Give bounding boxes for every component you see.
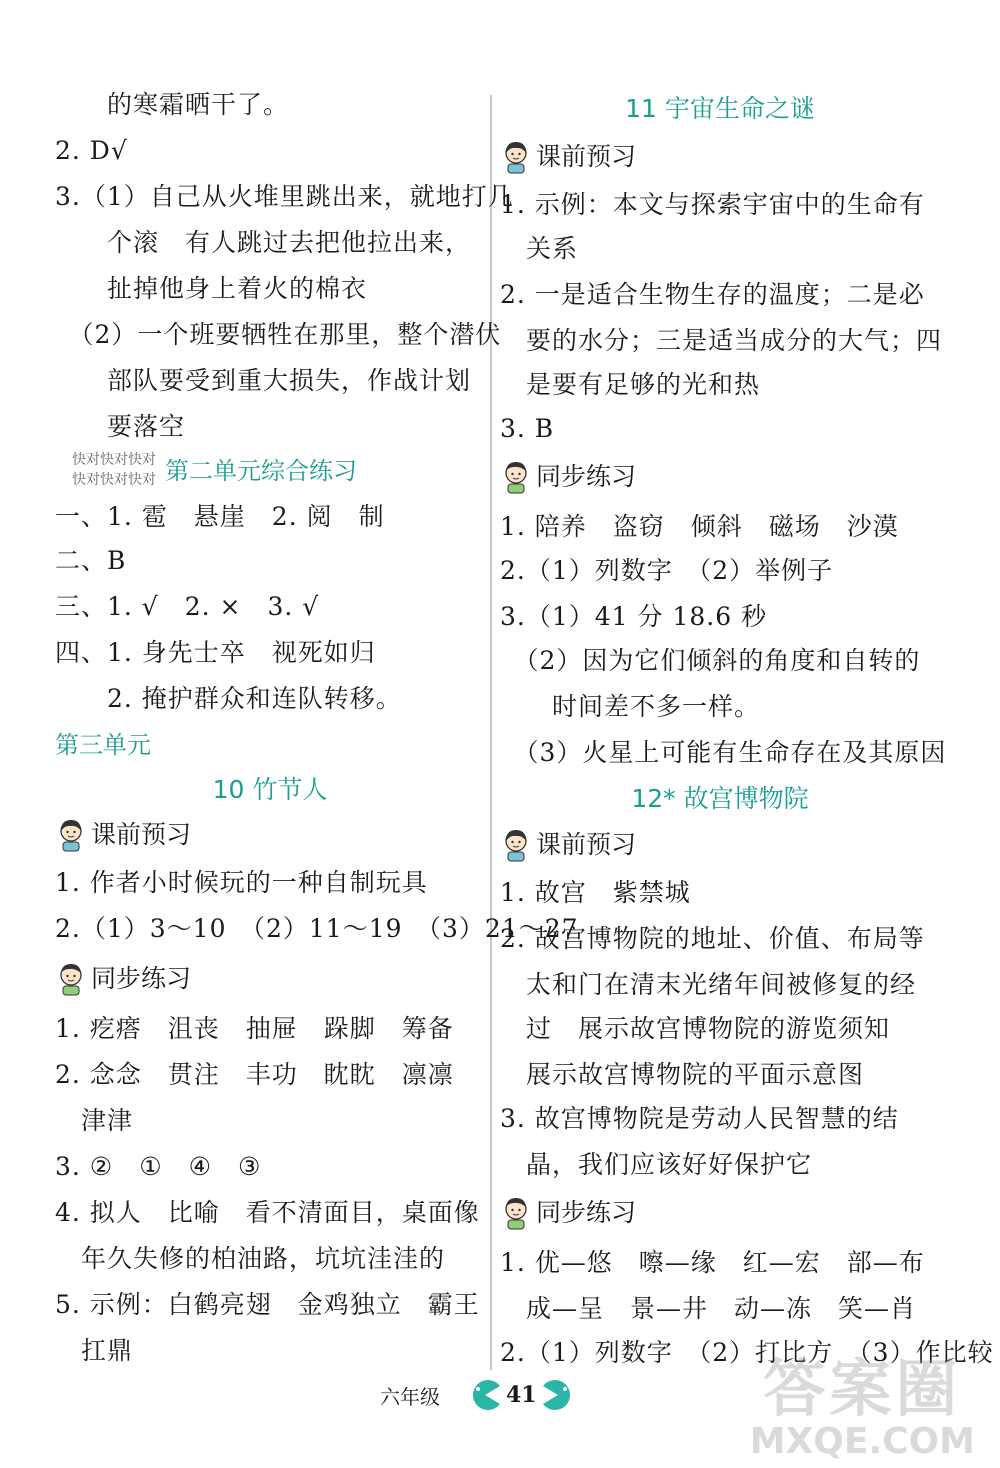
preview-label: 课前预习 <box>536 830 637 859</box>
answer-line: 1. 示例：本文与探索宇宙中的生命有 <box>500 190 925 219</box>
sync-label: 同步练习 <box>91 964 192 993</box>
answer-line: 展示故宫博物院的平面示意图 <box>500 1060 865 1089</box>
answer-line: 过 展示故宫博物院的游览须知 <box>500 1014 891 1043</box>
preview-heading <box>500 828 636 862</box>
sync-label: 同步练习 <box>536 1198 637 1227</box>
answer-line: 2. 故宫博物院的地址、价值、布局等 <box>500 924 925 953</box>
girl-icon <box>55 818 87 852</box>
answer-line: 的寒霜晒干了。 <box>55 90 290 119</box>
watermark <box>749 1352 975 1462</box>
preview-label: 课前预习 <box>536 142 637 171</box>
answer-line: 1. 陪养 盗窃 倾斜 磁场 沙漠 <box>500 512 899 541</box>
answer-line: 太和门在清末光绪年间被修复的经 <box>500 970 917 999</box>
answer-line: 2.（1）列数字 （2）打比方 （3）作比较 <box>500 1338 994 1367</box>
answer-line: （2）因为它们倾斜的角度和自转的 <box>500 646 921 675</box>
sync-label: 同步练习 <box>536 462 637 491</box>
answer-line: 2. 念念 贯注 丰功 眈眈 凛凛 <box>55 1060 454 1089</box>
answer-line: 3. ② ① ④ ③ <box>55 1152 262 1181</box>
answer-line: 4. 拟人 比喻 看不清面目，桌面像 <box>55 1198 480 1227</box>
stamp-text: 快对快对快对 <box>72 452 156 468</box>
column-divider <box>490 95 492 1370</box>
answer-line: 2. 掩护群众和连队转移。 <box>55 684 402 713</box>
answer-line: 扛鼎 <box>55 1336 134 1365</box>
answer-line: 个滚 有人跳过去把他拉出来， <box>55 228 472 257</box>
answer-line: 5. 示例：白鹤亮翅 金鸡独立 霸王 <box>55 1290 480 1319</box>
page-number: 41 <box>506 1382 537 1408</box>
answer-line: 三、1. √ 2. × 3. √ <box>55 592 320 621</box>
watermark-text: 答案圈 <box>763 1352 962 1425</box>
answer-line: 部队要受到重大损失，作战计划 <box>55 366 472 395</box>
answer-line: 要落空 <box>55 412 186 441</box>
answer-line: 二、B <box>55 546 127 575</box>
answer-line: 2. D√ <box>55 136 128 165</box>
answer-line: 津津 <box>55 1106 134 1135</box>
answer-line: 成—呈 景—井 动—冻 笑—肖 <box>500 1294 917 1323</box>
answer-line: 2.（1）列数字 （2）举例子 <box>500 556 834 585</box>
answer-line: 3. 故宫博物院是劳动人民智慧的结 <box>500 1104 899 1133</box>
answer-line: 1. 故宫 紫禁城 <box>500 878 691 907</box>
lesson12-title: 12* 故宫博物院 <box>631 784 809 813</box>
answer-line: 扯掉他身上着火的棉衣 <box>55 274 368 303</box>
answer-line: 2. 一是适合生物生存的温度；二是必 <box>500 280 925 309</box>
lesson10-title: 10 竹节人 <box>212 775 328 804</box>
preview-heading <box>500 140 636 174</box>
answer-line: 年久失修的柏油路，坑坑洼洼的 <box>55 1244 446 1273</box>
stamp-text: 快对快对快对 <box>72 472 156 488</box>
left-fish-icon <box>468 1380 502 1410</box>
girl-icon <box>500 828 532 862</box>
boy-icon <box>500 460 532 494</box>
watermark-url: MXQE.COM <box>749 1421 975 1462</box>
sync-heading <box>500 460 636 494</box>
answer-line: 关系 <box>500 234 579 263</box>
answer-line: 要的水分；三是适当成分的大气；四 <box>500 326 943 355</box>
grade-label: 六年级 <box>380 1384 440 1409</box>
right-fish-icon <box>541 1380 575 1410</box>
page-footer <box>380 1380 575 1410</box>
boy-icon <box>500 1196 532 1230</box>
answer-line: 晶，我们应该好好保护它 <box>500 1150 813 1179</box>
answer-line: 是要有足够的光和热 <box>500 370 761 399</box>
answer-line: 1. 优—悠 嚓—缘 红—宏 部—布 <box>500 1248 925 1277</box>
lesson11-title: 11 宇宙生命之谜 <box>625 94 815 123</box>
answer-line: （3）火星上可能有生命存在及其原因 <box>500 738 947 767</box>
answer-line: 3.（1）41 分 18.6 秒 <box>500 602 768 631</box>
preview-label: 课前预习 <box>91 820 192 849</box>
answer-line: 一、1. 雹 悬崖 2. 阅 制 <box>55 502 385 531</box>
girl-icon <box>500 140 532 174</box>
unit3-title: 第三单元 <box>55 731 151 759</box>
answer-line: 3.（1）自己从火堆里跳出来，就地打几 <box>55 182 514 211</box>
answer-line: 1. 疙瘩 沮丧 抽屉 跺脚 筹备 <box>55 1014 454 1043</box>
boy-icon <box>55 962 87 996</box>
sync-heading <box>500 1196 636 1230</box>
sync-heading <box>55 962 191 996</box>
preview-heading <box>55 818 191 852</box>
answer-line: 四、1. 身先士卒 视死如归 <box>55 638 376 667</box>
answer-line: 时间差不多一样。 <box>500 692 761 721</box>
answer-line: 3. B <box>500 414 555 443</box>
unit2-title: 第二单元综合练习 <box>165 457 357 485</box>
answer-line: 1. 作者小时候玩的一种自制玩具 <box>55 868 428 897</box>
answer-line: 2.（1）3～10 （2）11～19 （3）21～27 <box>55 914 579 943</box>
answer-line: （2）一个班要牺牲在那里，整个潜伏 <box>55 320 502 349</box>
